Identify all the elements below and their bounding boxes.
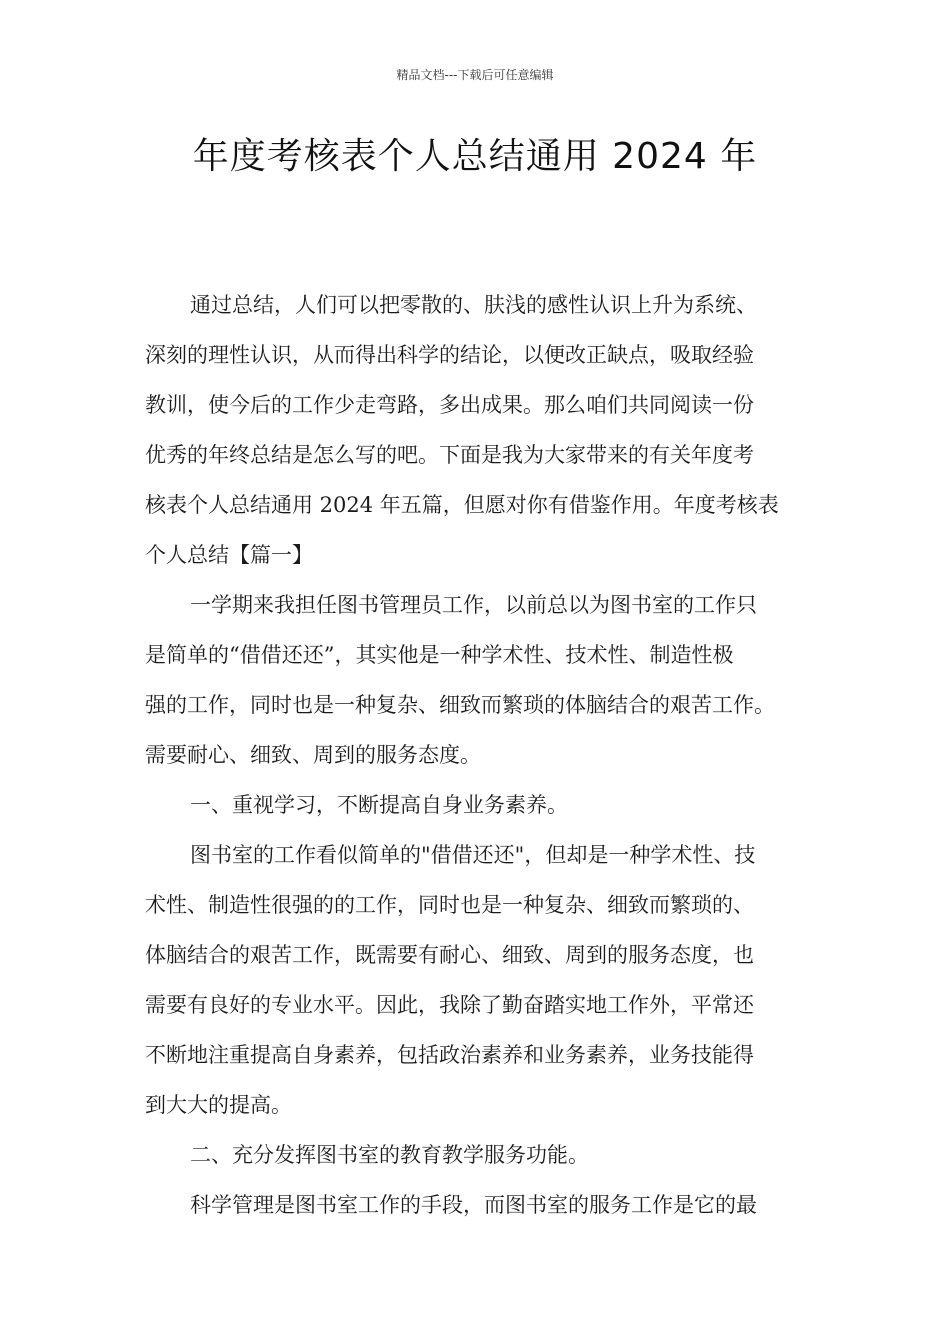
body-line: 术性、制造性很强的的工作，同时也是一种复杂、细致而繁琐的、 <box>145 893 754 917</box>
body-line: 是简单的“借借还还”，其实他是一种学术性、技术性、制造性极 <box>145 643 734 667</box>
body-line: 体脑结合的艰苦工作，既需要有耐心、细致、周到的服务态度，也 <box>145 943 754 967</box>
body-line: 到大大的提高。 <box>145 1093 292 1117</box>
body-line: 图书室的工作看似简单的"借借还还"，但却是一种学术性、技 <box>190 843 756 867</box>
body-line: 需要耐心、细致、周到的服务态度。 <box>145 743 481 767</box>
body-line: 核表个人总结通用 2024 年五篇，但愿对你有借鉴作用。年度考核表 <box>145 493 779 517</box>
body-line: 需要有良好的专业水平。因此，我除了勤奋踏实地工作外，平常还 <box>145 993 754 1017</box>
body-line: 个人总结【篇一】 <box>145 543 313 567</box>
body-line: 深刻的理性认识，从而得出科学的结论，以便改正缺点，吸取经验 <box>145 343 754 367</box>
section-heading: 一、重视学习，不断提高自身业务素养。 <box>190 793 568 817</box>
body-line: 科学管理是图书室工作的手段，而图书室的服务工作是它的最 <box>190 1193 757 1217</box>
body-line: 一学期来我担任图书管理员工作，以前总以为图书室的工作只 <box>190 593 757 617</box>
body-line: 优秀的年终总结是怎么写的吧。下面是我为大家带来的有关年度考 <box>145 443 754 467</box>
body-line: 强的工作，同时也是一种复杂、细致而繁琐的体脑结合的艰苦工作。 <box>145 693 775 717</box>
document-title: 年度考核表个人总结通用 2024 年 <box>192 136 758 177</box>
body-line: 教训，使今后的工作少走弯路，多出成果。那么咱们共同阅读一份 <box>145 393 754 417</box>
body-line: 不断地注重提高自身素养，包括政治素养和业务素养，业务技能得 <box>145 1043 754 1067</box>
body-line: 通过总结，人们可以把零散的、肤浅的感性认识上升为系统、 <box>190 293 757 317</box>
page-header-note: 精品文档---下载后可任意编辑 <box>396 68 554 82</box>
section-heading: 二、充分发挥图书室的教育教学服务功能。 <box>190 1143 589 1167</box>
document-body <box>145 280 810 1230</box>
